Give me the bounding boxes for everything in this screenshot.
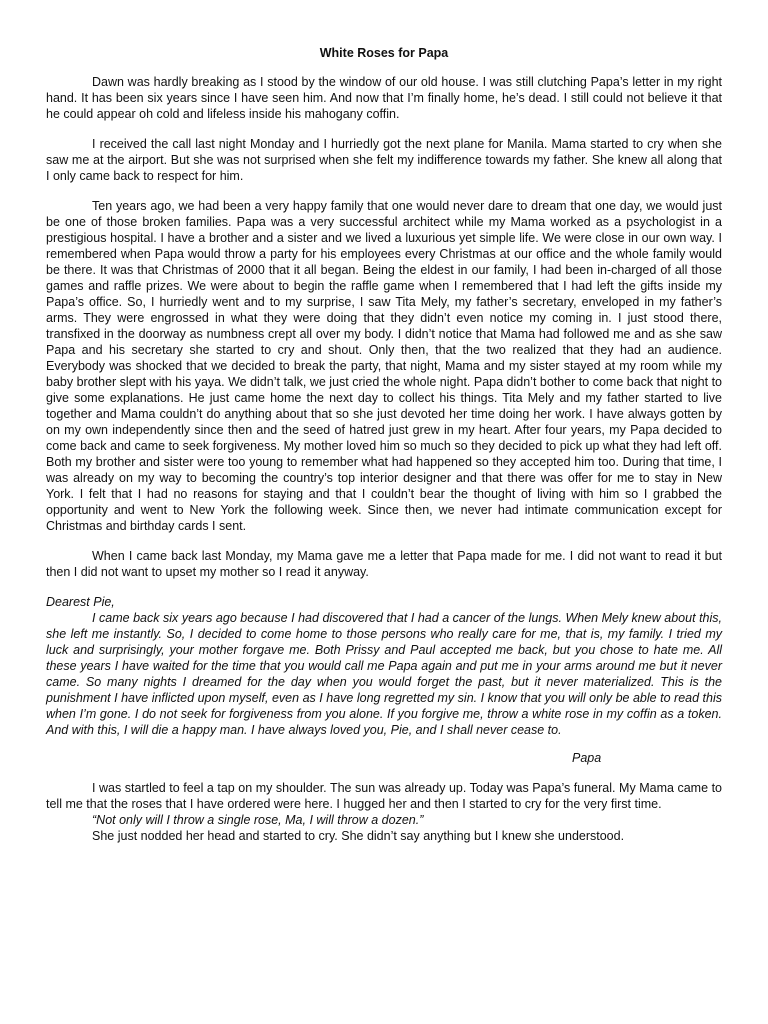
closing-final: She just nodded her head and started to cry. She didn’t say anything but I knew she understood.: [92, 829, 625, 843]
paragraph-1: Dawn was hardly breaking as I stood by the window of our old house. I was still clutching Papa’s letter in my right hand. It has been six years since I have seen him. And now that I’m finally home, he’s dead. I still could not believe it that he could appear oh cold and lifeless inside his mahogany coffin.: [46, 75, 722, 121]
closing-quote: “Not only will I throw a single rose, Ma, I will throw a dozen.”: [92, 813, 424, 827]
papa-letter: [46, 594, 722, 766]
letter-body: I came back six years ago because I had discovered that I had a cancer of the lungs. When Mely knew about this, she left me instantly. So, I decided to come home to those persons who really care for me, that is, my family. I tried my luck and surprisingly, your mother forgave me. Both Prissy and Paul accepted me back, but you chose to hate me. All these years I have waited for the time that you would call me Papa again and put me in your arms around me but it never came. So many nights I dreamed for the day when you would forget the past, but it never materialized. This is the punishment I have inflicted upon myself, even as I have long regretted my sin. I know that you will only be able to read this when I’m gone. I do not seek for forgiveness from you alone. If you forgive me, throw a white rose in my coffin as a token. And with this, I will die a happy man. I have always loved you, Pie, and I shall never cease to.: [46, 611, 722, 737]
paragraph-4: When I came back last Monday, my Mama gave me a letter that Papa made for me. I did not want to read it but then I did not want to upset my mother so I read it anyway.: [46, 549, 722, 579]
document-title: White Roses for Papa: [319, 46, 449, 60]
paragraph-2: I received the call last night Monday and I hurriedly got the next plane for Manila. Mama started to cry when she saw me at the airport. But she was not surprised when she felt my indifference towards my father. She knew all along that I only came back to respect for him.: [46, 137, 722, 183]
closing-paragraph: I was startled to feel a tap on my shoulder. The sun was already up. Today was Papa’s funeral. My Mama came to tell me that the roses that I have ordered were here. I hugged her and then I started to cry for the very first time.: [46, 781, 722, 811]
letter-salutation: Dearest Pie,: [46, 595, 115, 609]
paragraph-3: Ten years ago, we had been a very happy family that one would never dare to dream that one day, we would just be one of those broken families. Papa was a very successful architect while my Mama worked as a psychologist in a prestigious hospital. I have a brother and a sister and we lived a luxurious yet simple life. We were close in our own way. I remembered when Papa would throw a party for his employees every Christmas at our office and the whole family would be there. It was that Christmas of 2000 that it all began. Being the eldest in our family, I had been in-charged of all those games and raffle prizes. We were about to begin the raffle game when I remembered that I had left the gifts inside my Papa’s office. So, I hurriedly went and to my surprise, I saw Tita Mely, my father’s secretary, enveloped in my father’s arms. They were engrossed in what they were doing that they didn’t even notice my coming in. I just stood there, transfixed in the doorway as numbness crept all over my body. I didn’t notice that Mama had followed me and as she saw Papa and his secretary she started to cry and shout. Only then, that the two realized that they had an audience. Everybody was shocked that we decided to break the party, that night, Mama and my sister stayed at my room while my baby brother slept with his yaya. We didn’t talk, we just cried the whole night. Papa didn’t bother to come back that night to give some explanations. He just came home the next day to collect his things. Tita Mely and my father started to live together and Mama couldn’t do anything about that so she just devoted her time doing her work. I have always gotten by on my own independently since then and the seed of hatred just grew in my heart. After four years, my Papa decided to come back and came to seek forgiveness. My mother loved him so much so they decided to pick up what they had left off. Both my brother and sister were too young to remember what had happened so they accepted him too. During that time, I was already on my way to becoming the country’s top interior designer and that there was offer for me to stay in New York. I felt that I had no reasons for staying and that I couldn’t bear the thought of living with him so I grabbed the opportunity and went to New York the following week. Since then, we never had intimate communication except for Christmas and birthday cards I sent.: [46, 199, 722, 533]
letter-signature: Papa: [572, 751, 602, 765]
